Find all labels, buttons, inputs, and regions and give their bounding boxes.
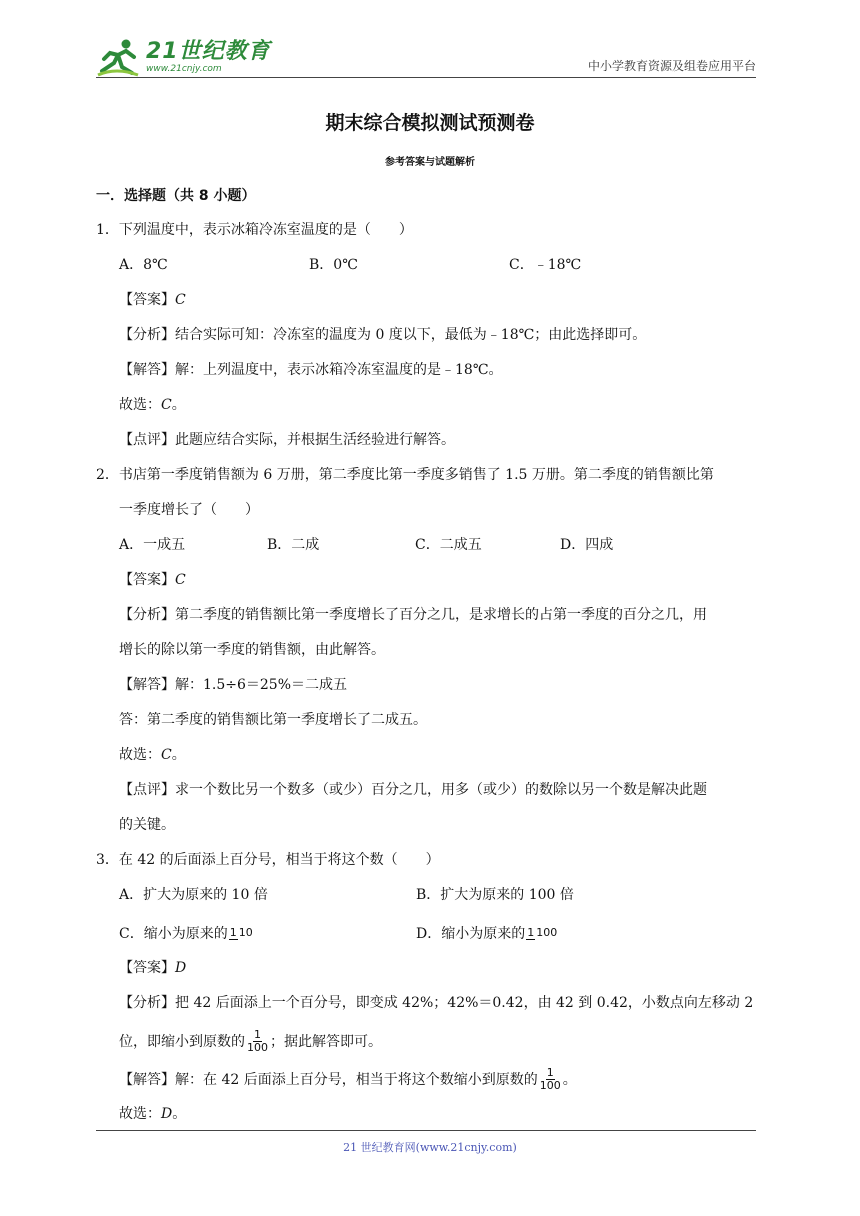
q2-stem-line1: 2．书店第一季度销售额为 6 万册，第二季度比第一季度多销售了 1.5 万册。第二季度的销售额比第 bbox=[96, 467, 714, 483]
q3-option-d-text: D．缩小为原来的 bbox=[416, 926, 526, 942]
fraction-denominator: 100 bbox=[539, 1078, 561, 1092]
q2-choice bbox=[96, 745, 764, 765]
q3-solution-end: 。 bbox=[562, 1072, 577, 1088]
q1-choice-value: C bbox=[161, 397, 172, 413]
fraction bbox=[526, 927, 558, 940]
choice-suffix: 。 bbox=[171, 747, 186, 763]
q3-option-d bbox=[416, 920, 559, 948]
choice-suffix: 。 bbox=[172, 1106, 187, 1122]
q1-options bbox=[96, 255, 764, 275]
fraction bbox=[246, 1029, 269, 1054]
runner-logo-icon bbox=[96, 37, 140, 77]
q2-solution: 【解答】解：1.5÷6＝25%＝二成五 bbox=[119, 677, 348, 693]
fraction-denominator: 10 bbox=[238, 925, 253, 939]
q3-option-a: A．扩大为原来的 10 倍 bbox=[119, 887, 268, 903]
fraction-denominator: 100 bbox=[536, 925, 558, 939]
page-subtitle: 参考答案与试题解析 bbox=[385, 157, 475, 168]
q2-option-b: B．二成 bbox=[267, 537, 320, 553]
q3-choice-value: D bbox=[161, 1106, 173, 1122]
q1-solution: 【解答】解：上列温度中，表示冰箱冷冻室温度的是﹣18℃。 bbox=[119, 362, 503, 378]
page-footer: 21 世纪教育网(www.21cnjy.com) bbox=[343, 1141, 517, 1154]
q3-analysis-line2-text: 位，即缩小到原数的 bbox=[119, 1034, 245, 1050]
fraction-numerator: 1 bbox=[254, 1027, 261, 1041]
q3-stem: 3．在 42 的后面添上百分号，相当于将这个数（ ） bbox=[96, 852, 440, 868]
logo-sub-text: www.21cnjy.com bbox=[146, 63, 222, 74]
fraction bbox=[229, 927, 254, 940]
q3-option-c-text: C．缩小为原来的 bbox=[119, 926, 228, 942]
q3-analysis-line1: 【分析】把 42 后面添上一个百分号，即变成 42%；42%＝0.42，由 42 到 0.42，小数点向左移动 2 bbox=[119, 995, 754, 1011]
q2-answer bbox=[96, 570, 764, 590]
document-body bbox=[96, 186, 764, 1139]
fraction bbox=[539, 1067, 562, 1092]
choice-suffix: 。 bbox=[171, 397, 186, 413]
q1-answer bbox=[96, 290, 764, 310]
q3-options-row1 bbox=[96, 885, 764, 905]
q2-option-c: C．二成五 bbox=[415, 537, 482, 553]
q1-answer-value: C bbox=[175, 292, 186, 308]
q2-answer-value: C bbox=[175, 572, 186, 588]
q2-analysis-line2: 增长的除以第一季度的销售额，由此解答。 bbox=[119, 642, 385, 658]
choice-prefix: 故选： bbox=[119, 1106, 161, 1122]
fraction-numerator: 1 bbox=[229, 925, 237, 939]
q3-analysis-line2 bbox=[96, 1028, 764, 1056]
header-divider bbox=[96, 77, 756, 78]
answer-tag: 【答案】 bbox=[119, 960, 175, 976]
q3-choice bbox=[96, 1104, 764, 1124]
q2-options bbox=[96, 535, 764, 555]
q1-analysis: 【分析】结合实际可知：冷冻室的温度为 0 度以下，最低为﹣18℃；由此选择即可。 bbox=[119, 327, 647, 343]
platform-label: 中小学教育资源及组卷应用平台 bbox=[587, 59, 756, 73]
q2-option-a: A．一成五 bbox=[119, 537, 186, 553]
q1-choice bbox=[96, 395, 764, 415]
section-heading: 一．选择题（共 8 小题） bbox=[96, 188, 256, 204]
q3-answer-value: D bbox=[175, 960, 187, 976]
q2-option-d: D．四成 bbox=[560, 537, 614, 553]
q3-solution-text: 【解答】解：在 42 后面添上百分号，相当于将这个数缩小到原数的 bbox=[119, 1072, 538, 1088]
answer-tag: 【答案】 bbox=[119, 572, 175, 588]
q1-option-c: C．﹣18℃ bbox=[509, 257, 582, 273]
q1-option-b: B．0℃ bbox=[309, 257, 358, 273]
fraction-denominator: 100 bbox=[247, 1040, 268, 1054]
q2-comment-line1: 【点评】求一个数比另一个数多（或少）百分之几，用多（或少）的数除以另一个数是解决此题 bbox=[119, 782, 707, 798]
footer-divider bbox=[96, 1130, 756, 1131]
q3-analysis-line2-end: ；据此解答即可。 bbox=[270, 1034, 382, 1050]
q3-option-c bbox=[119, 920, 416, 948]
q1-option-a: A．8℃ bbox=[119, 257, 168, 273]
choice-prefix: 故选： bbox=[119, 747, 161, 763]
logo-main-text: 21世纪教育 bbox=[146, 38, 271, 64]
q2-comment-line2: 的关键。 bbox=[119, 817, 175, 833]
q1-stem: 1．下列温度中，表示冰箱冷冻室温度的是（ ） bbox=[96, 222, 413, 238]
fraction-numerator: 1 bbox=[546, 1065, 554, 1079]
logo bbox=[96, 36, 271, 78]
choice-prefix: 故选： bbox=[119, 397, 161, 413]
page-header bbox=[96, 36, 756, 78]
q2-reply: 答：第二季度的销售额比第一季度增长了二成五。 bbox=[119, 712, 427, 728]
q3-solution bbox=[96, 1066, 764, 1094]
fraction-numerator: 1 bbox=[527, 925, 535, 939]
q1-comment: 【点评】此题应结合实际，并根据生活经验进行解答。 bbox=[119, 432, 455, 448]
q3-options-row2 bbox=[96, 920, 764, 948]
answer-tag: 【答案】 bbox=[119, 292, 175, 308]
q2-choice-value: C bbox=[161, 747, 172, 763]
page-title: 期末综合模拟测试预测卷 bbox=[325, 112, 535, 134]
q2-stem-line2: 一季度增长了（ ） bbox=[119, 502, 259, 518]
q3-option-b: B．扩大为原来的 100 倍 bbox=[416, 887, 574, 903]
q3-answer bbox=[96, 958, 764, 978]
q2-analysis-line1: 【分析】第二季度的销售额比第一季度增长了百分之几，是求增长的占第一季度的百分之几，用 bbox=[119, 607, 707, 623]
